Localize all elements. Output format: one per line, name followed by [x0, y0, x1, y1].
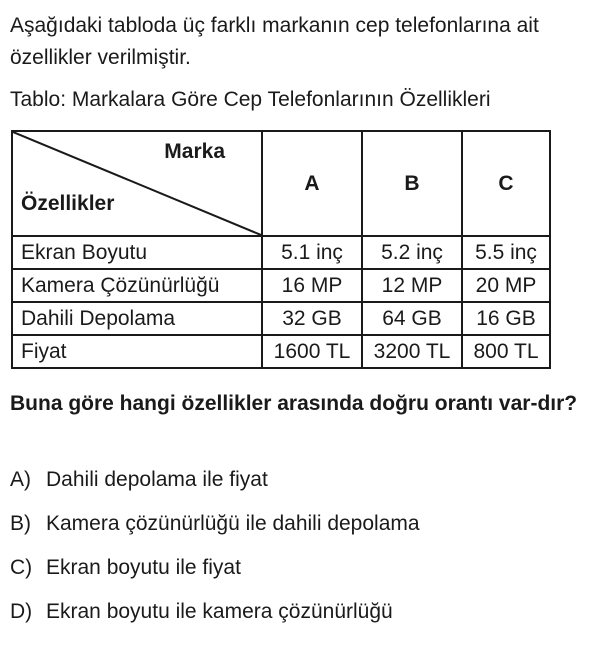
- table-header-row: [12, 131, 550, 236]
- corner-label-ozellikler: Özellikler: [21, 192, 115, 215]
- option-text: Kamera çözünürlüğü ile dahili depolama: [46, 512, 420, 535]
- table-cell: 12 MP: [362, 269, 462, 302]
- option-letter: C): [10, 556, 33, 579]
- table-title: Tablo: Markalara Göre Cep Telefonlarının Özellikleri: [10, 88, 491, 111]
- table-cell: 64 GB: [362, 302, 462, 335]
- option-a[interactable]: [10, 462, 420, 506]
- option-text: Ekran boyutu ile kamera çözünürlüğü: [46, 600, 393, 623]
- table-row: [12, 269, 550, 302]
- table-row: [12, 302, 550, 335]
- table-row: [12, 335, 550, 368]
- option-d[interactable]: [10, 594, 420, 638]
- table-cell: 5.5 inç: [462, 236, 550, 269]
- brand-header-a: A: [262, 131, 362, 236]
- option-c[interactable]: [10, 550, 420, 594]
- option-letter: D): [10, 600, 33, 623]
- table-cell: 5.1 inç: [262, 236, 362, 269]
- table-row: [12, 236, 550, 269]
- answer-options: [10, 462, 420, 638]
- table-cell: 16 MP: [262, 269, 362, 302]
- question-text: Buna göre hangi özellikler arasında doğru orantı var-dır?: [10, 392, 578, 415]
- row-label: Dahili Depolama: [12, 302, 262, 335]
- table-cell: 800 TL: [462, 335, 550, 368]
- option-text: Ekran boyutu ile fiyat: [46, 556, 241, 579]
- table-cell: 1600 TL: [262, 335, 362, 368]
- corner-label-marka: Marka: [164, 140, 225, 163]
- table-cell: 20 MP: [462, 269, 550, 302]
- table-corner-cell: [12, 131, 262, 236]
- table-cell: 32 GB: [262, 302, 362, 335]
- row-label: Fiyat: [12, 335, 262, 368]
- row-label: Kamera Çözünürlüğü: [12, 269, 262, 302]
- option-letter: B): [10, 512, 31, 535]
- features-table: [11, 130, 551, 369]
- row-label: Ekran Boyutu: [12, 236, 262, 269]
- option-letter: A): [10, 468, 31, 491]
- table-cell: 16 GB: [462, 302, 550, 335]
- option-text: Dahili depolama ile fiyat: [46, 468, 268, 491]
- table-cell: 5.2 inç: [362, 236, 462, 269]
- brand-header-c: C: [462, 131, 550, 236]
- option-b[interactable]: [10, 506, 420, 550]
- intro-text: Aşağıdaki tabloda üç farklı markanın cep telefonlarına ait özellikler verilmiştir.: [10, 14, 539, 69]
- table-cell: 3200 TL: [362, 335, 462, 368]
- brand-header-b: B: [362, 131, 462, 236]
